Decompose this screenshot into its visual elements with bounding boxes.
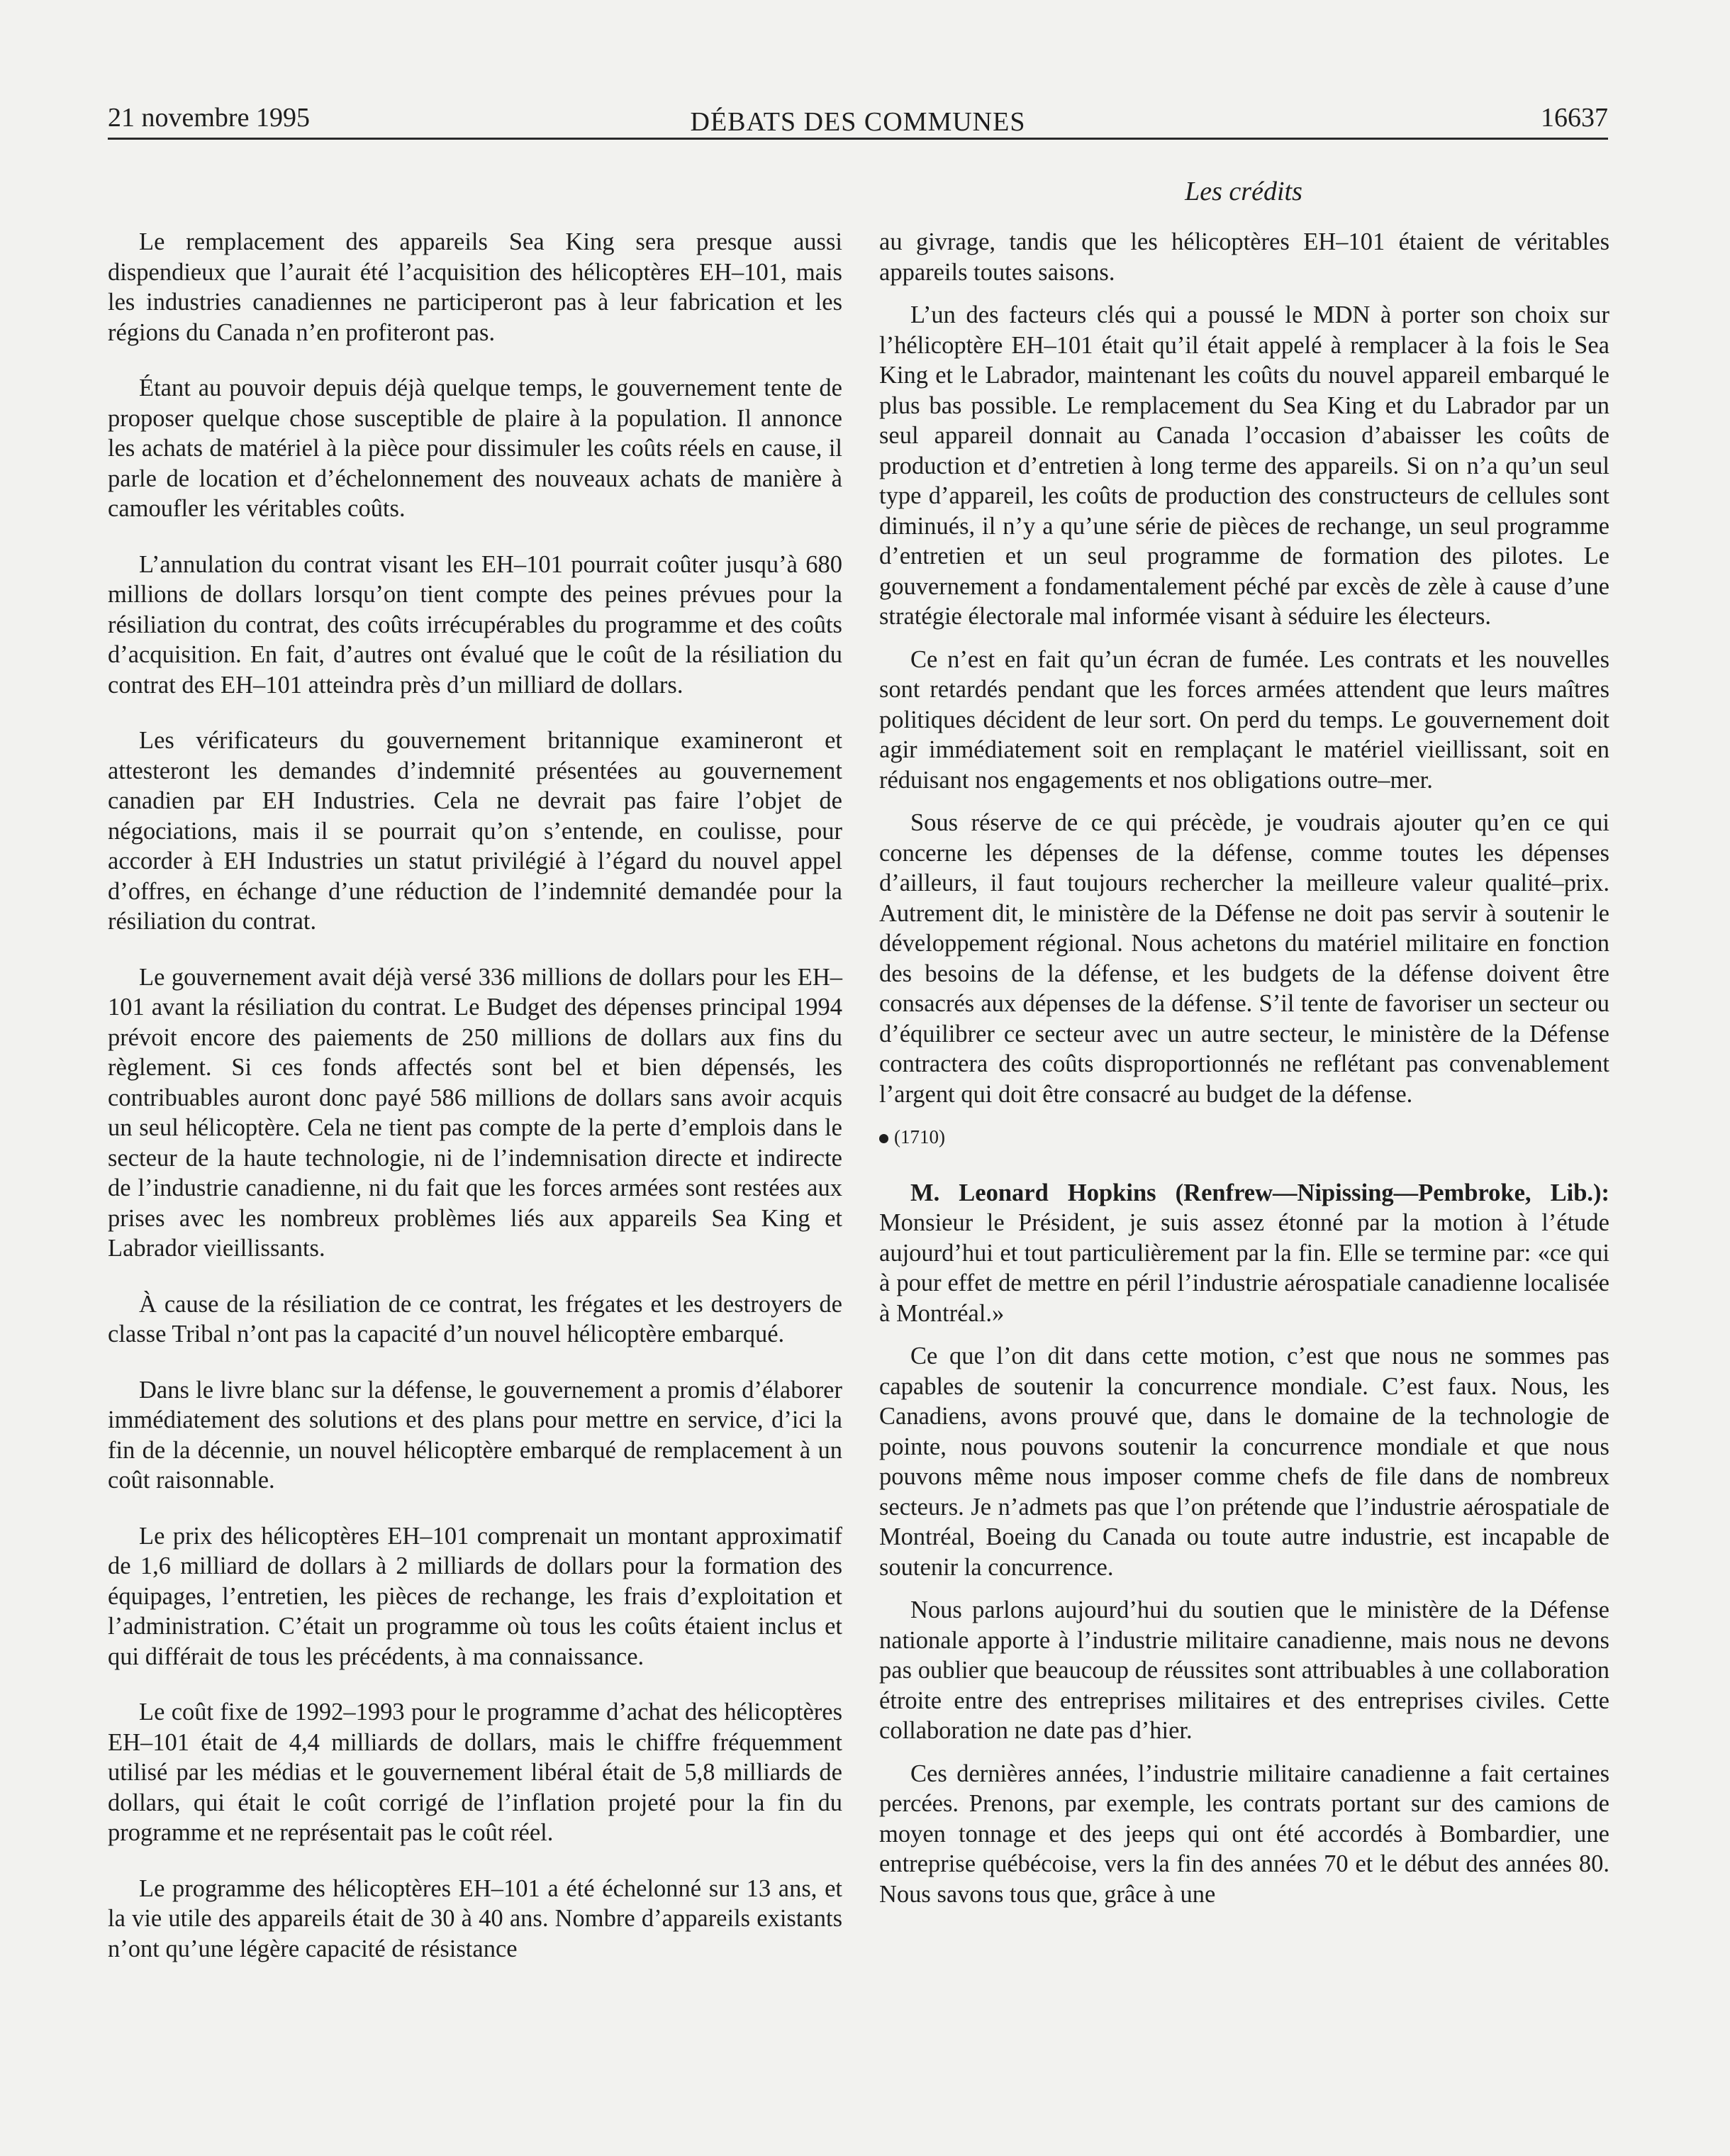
speaker-name: M. Leonard Hopkins (Renfrew—Nipissing—Pembroke, Lib.): bbox=[910, 1179, 1609, 1206]
timestamp bbox=[879, 1122, 1609, 1152]
paragraph: Sous réserve de ce qui précède, je voudrais ajouter qu’en ce qui concerne les dépenses de la défense, comme toutes les dépenses d’ailleurs, il faut toujours rechercher la meilleure valeur qualité–prix. Autrement dit, le ministère de la Défense ne doit pas servir à soutenir le développement régional. Nous achetons du matériel militaire en fonction des besoins de la défense, et les budgets de la défense doivent être consacrés aux dépenses de la défense. S’il tente de favoriser un secteur ou d’équilibrer ce secteur avec un autre secteur, le ministère de la Défense contractera des coûts disproportionnés ne reflétant pas convenablement l’argent qui doit être consacré au budget de la défense. bbox=[879, 809, 1609, 1108]
paragraph: L’un des facteurs clés qui a poussé le MDN à porter son choix sur l’hélicoptère EH–101 était qu’il était appelé à remplacer à la fois le Sea King et le Labrador, maintenant les coûts du nouvel appareil embarqué le plus bas possible. Le remplacement du Sea King et du Labrador par un seul appareil donnait au Canada l’occasion d’abaisser les coûts de production et d’entretien à long terme des appareils. Si on n’a qu’un seul type d’appareil, les coûts de production des constructeurs de cellules sont diminués, il n’y a qu’une série de pièces de rechange, un seul programme d’entretien et un seul programme de formation des pilotes. Le gouvernement a fondamentalement péché par excès de zèle à cause d’une stratégie électorale mal informée visant à séduire les électeurs. bbox=[879, 301, 1609, 630]
timestamp-text: (1710) bbox=[894, 1126, 945, 1148]
paragraph: Le remplacement des appareils Sea King sera presque aussi dispendieux que l’aurait été l’acquisition des hélicoptères EH–101, mais les industries canadiennes ne participeront pas à leur fabrication et les régions du Canada n’en profiteront pas. bbox=[108, 228, 842, 346]
paragraph: Les vérificateurs du gouvernement britannique examineront et attesteront les demandes d’indemnité présentées au gouvernement canadien par EH Industries. Cela ne devrait pas faire l’objet de négociations, mais il se pourrait qu’on s’entende, en coulisse, pour accorder à EH Industries un statut privilégié à l’égard du nouvel appel d’offres, en échange d’une réduction de l’indemnité demandée pour la résiliation du contrat. bbox=[108, 727, 842, 935]
header-publication: DÉBATS DES COMMUNES bbox=[690, 107, 1026, 137]
speech-text: Monsieur le Président, je suis assez étonné par la motion à l’étude aujourd’hui et tout particulièrement par la fin. Elle se termine par: «ce qui à pour effet de mettre en péril l’industrie aérospatiale canadienne localisée à Montréal.» bbox=[879, 1209, 1609, 1327]
paragraph: Ce n’est en fait qu’un écran de fumée. Les contrats et les nouvelles sont retardés pendant que les forces armées attendent que leurs maîtres politiques décident de leur sort. On perd du temps. Le gouvernement doit agir immédiatement soit en remplaçant le matériel vieillissant, soit en réduisant nos engagements et nos obligations outre–mer. bbox=[879, 645, 1609, 794]
paragraph: À cause de la résiliation de ce contrat, les frégates et les destroyers de classe Tribal n’ont pas la capacité d’un nouvel hélicoptère embarqué. bbox=[108, 1290, 842, 1348]
bullet-icon bbox=[879, 1134, 888, 1143]
paragraph: Le prix des hélicoptères EH–101 comprenait un montant approximatif de 1,6 milliard de dollars à 2 milliards de dollars pour la formation des équipages, l’entretien, les pièces de rechange, les frais d’exploitation et l’administration. C’était un programme où tous les coûts étaient inclus et qui différait de tous les précédents, à ma connaissance. bbox=[108, 1522, 842, 1670]
paragraph: Ce que l’on dit dans cette motion, c’est que nous ne sommes pas capables de soutenir la concurrence mondiale. C’est faux. Nous, les Canadiens, avons prouvé que, dans le domaine de la technologie de pointe, nous pouvons soutenir la concurrence mondiale et que nous pouvons même nous imposer comme chefs de file dans de nombreux secteurs. Je n’admets pas que l’on prétende que l’industrie aérospatiale de Montréal, Boeing du Canada ou toute autre industrie, est incapable de soutenir la concurrence. bbox=[879, 1343, 1609, 1581]
continuation-paragraph: au givrage, tandis que les hélicoptères EH–101 étaient de véritables appareils toutes saisons. bbox=[879, 228, 1609, 286]
right-column bbox=[879, 227, 1609, 1909]
left-column bbox=[108, 227, 842, 1964]
paragraph: L’annulation du contrat visant les EH–101 pourrait coûter jusqu’à 680 millions de dollars lorsqu’on tient compte des peines prévues pour la résiliation du contrat, des coûts irrécupérables du programme et des coûts d’acquisition. En fait, d’autres ont évalué que le coût de la résiliation du contrat des EH–101 atteindra près d’un milliard de dollars. bbox=[108, 550, 842, 699]
header-date: 21 novembre 1995 bbox=[108, 103, 310, 133]
paragraph: Dans le livre blanc sur la défense, le gouvernement a promis d’élaborer immédiatement des solutions et des plans pour mettre en service, d’ici la fin de la décennie, un nouvel hélicoptère embarqué de remplacement à un coût raisonnable. bbox=[108, 1376, 842, 1494]
paragraph: Étant au pouvoir depuis déjà quelque temps, le gouvernement tente de proposer quelque chose susceptible de plaire à la population. Il annonce les achats de matériel à la pièce pour dissimuler les coûts réels en cause, il parle de location et d’échelonnement des nouveaux achats de manière à camoufler les véritables coûts. bbox=[108, 374, 842, 522]
paragraph: Le coût fixe de 1992–1993 pour le programme d’achat des hélicoptères EH–101 était de 4,4 milliards de dollars, mais le chiffre fréquemment utilisé par les médias et le gouvernement libéral était de 5,8 milliards de dollars, qui était le coût corrigé de l’inflation projeté pour la fin du programme et ne représentait pas le coût réel. bbox=[108, 1699, 842, 1846]
speech-paragraph bbox=[879, 1178, 1609, 1329]
header-page-number: 16637 bbox=[1541, 103, 1608, 133]
paragraph: Le gouvernement avait déjà versé 336 millions de dollars pour les EH–101 avant la résiliation du contrat. Le Budget des dépenses principal 1994 prévoit encore des paiements de 250 millions de dollars aux fins du règlement. Si ces fonds affectés sont bel et bien dépensés, les contribuables auront donc payé 586 millions de dollars sans avoir acquis un seul hélicoptère. Cela ne tient pas compte de la perte d’emplois dans le secteur de la haute technologie, ni de l’indemnisation directe et indirecte de l’industrie canadienne, ni du fait que les forces armées sont restées aux prises avec les nombreux problèmes liés aux appareils Sea King et Labrador vieillissants. bbox=[108, 963, 842, 1262]
paragraph: Ces dernières années, l’industrie militaire canadienne a fait certaines percées. Prenons, par exemple, les contrats portant sur des camions de moyen tonnage et des jeeps qui ont été accordés à Bombardier, une entreprise québécoise, vers la fin des années 70 et le début des années 80. Nous savons tous que, grâce à une bbox=[879, 1760, 1609, 1908]
paragraph: Nous parlons aujourd’hui du soutien que le ministère de la Défense nationale apporte à l’industrie militaire canadienne, mais nous ne devons pas oublier que beaucoup de réussites sont attribuables à une collaboration étroite entre des entreprises militaires et des entreprises civiles. Cette collaboration ne date pas d’hier. bbox=[879, 1596, 1609, 1744]
paragraph: Le programme des hélicoptères EH–101 a été échelonné sur 13 ans, et la vie utile des appareils était de 30 à 40 ans. Nombre d’appareils existants n’ont qu’une légère capacité de résistance bbox=[108, 1874, 842, 1962]
page-header bbox=[108, 99, 1608, 140]
section-title: Les crédits bbox=[1185, 177, 1302, 206]
